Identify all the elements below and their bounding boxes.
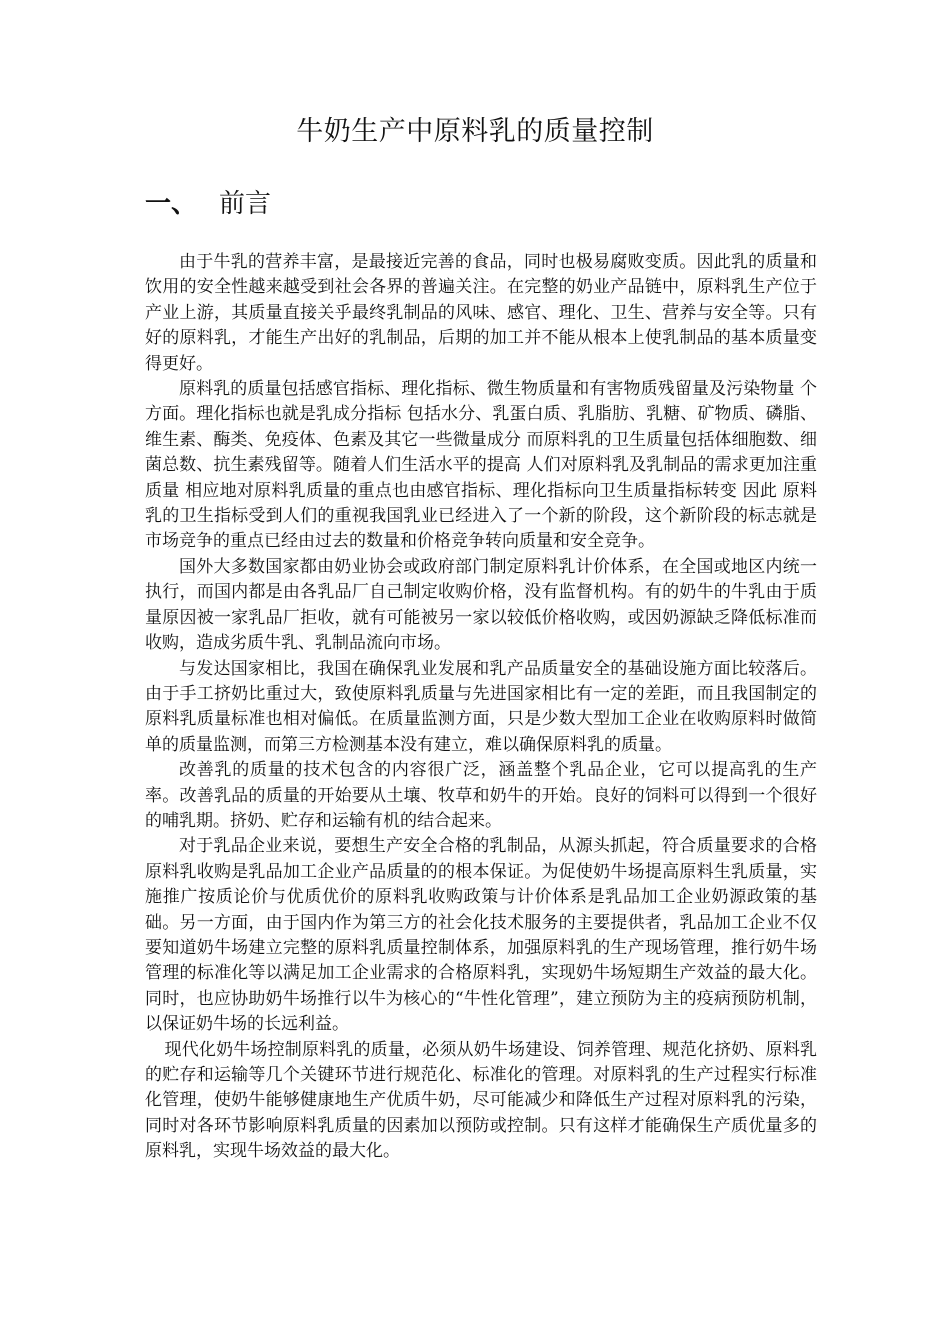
paragraph: 对于乳品企业来说，要想生产安全合格的乳制品，从源头抓起，符合质量要求的合格原料乳收购是乳品加工企业产品质量的的根本保证。为促使奶牛场提高原料生乳质量，实施推广按质论价与优质优价的原料乳收购政策与计价体系是乳品加工企业奶源政策的基础。另一方面，由于国内作为第三方的社会化技术服务的主要提供者，乳品加工企业不仅要知道奶牛场建立完整的原料乳质量控制体系，加强原料乳的生产现场管理，推行奶牛场管理的标准化等以满足加工企业需求的合格原料乳，实现奶牛场短期生产效益的最大化。同时，也应协助奶牛场推行以牛为核心的“牛性化管理”，建立预防为主的疫病预防机制，以保证奶牛场的长远利益。 [145, 836, 817, 1035]
section-heading-text: 前言 [219, 189, 272, 219]
body-text [145, 250, 817, 1165]
paragraph: 国外大多数国家都由奶业协会或政府部门制定原料乳计价体系，在全国或地区内统一执行，而国内都是由各乳品厂自己制定收购价格，没有监督机构。有的奶牛的牛乳由于质量原因被一家乳品厂拒收，就有可能被另一家以较低价格收购，或因奶源缺乏降低标准而收购，造成劣质牛乳、乳制品流向市场。 [145, 556, 817, 654]
document-title: 牛奶生产中原料乳的质量控制 [296, 116, 654, 147]
paragraph: 改善乳的质量的技术包含的内容很广泛，涵盖整个乳品企业，它可以提高乳的生产率。改善乳品的质量的开始要从土壤、牧草和奶牛的开始。良好的饲料可以得到一个很好的哺乳期。挤奶、贮存和运输有机的结合起来。 [145, 760, 817, 831]
paragraph: 由于牛乳的营养丰富，是最接近完善的食品，同时也极易腐败变质。因此乳的质量和饮用的安全性越来越受到社会各界的普遍关注。在完整的奶业产品链中，原料乳生产位于产业上游，其质量直接关乎最终乳制品的风味、感官、理化、卫生、营养与安全等。只有好的原料乳，才能生产出好的乳制品，后期的加工并不能从根本上使乳制品的基本质量变得更好。 [145, 252, 817, 374]
paragraph: 与发达国家相比，我国在确保乳业发展和乳产品质量安全的基础设施方面比较落后。由于手工挤奶比重过大，致使原料乳质量与先进国家相比有一定的差距，而且我国制定的原料乳质量标准也相对偏低。在质量监测方面，只是少数大型加工企业在收购原料时做简单的质量监测，而第三方检测基本没有建立，难以确保原料乳的质量。 [145, 658, 817, 755]
section-heading [145, 184, 271, 224]
paragraph: 现代化奶牛场控制原料乳的质量，必须从奶牛场建设、饲养管理、规范化挤奶、原料乳的贮存和运输等几个关键环节进行规范化、标准化的管理。对原料乳的生产过程实行标准化管理，使奶牛能够健康地生产优质牛奶，尽可能减少和降低生产过程对原料乳的污染，同时对各环节影响原料乳质量的因素加以预防或控制。只有这样才能确保生产质优量多的原料乳，实现牛场效益的最大化。 [145, 1039, 817, 1162]
section-number: 一、 [145, 189, 198, 219]
paragraph: 原料乳的质量包括感官指标、理化指标、微生物质量和有害物质残留量及污染物量 个方面。理化指标也就是乳成分指标 包括水分、乳蛋白质、乳脂肪、乳糖、矿物质、磷脂、维生素、酶类、免疫体、色素及其它一些微量成分 而原料乳的卫生质量包括体细胞数、细菌总数、抗生素残留等。随着人们生活水平的提高 人们对原料乳及乳制品的需求更加注重质量 相应地对原料乳质量的重点也由感官指标、理化指标向卫生质量指标转变 因此 原料乳的卫生指标受到人们的重视我国乳业已经进入了一个新的阶段，这个新阶段的标志就是市场竞争的重点已经由过去的数量和价格竞争转向质量和安全竞争。 [145, 379, 817, 552]
